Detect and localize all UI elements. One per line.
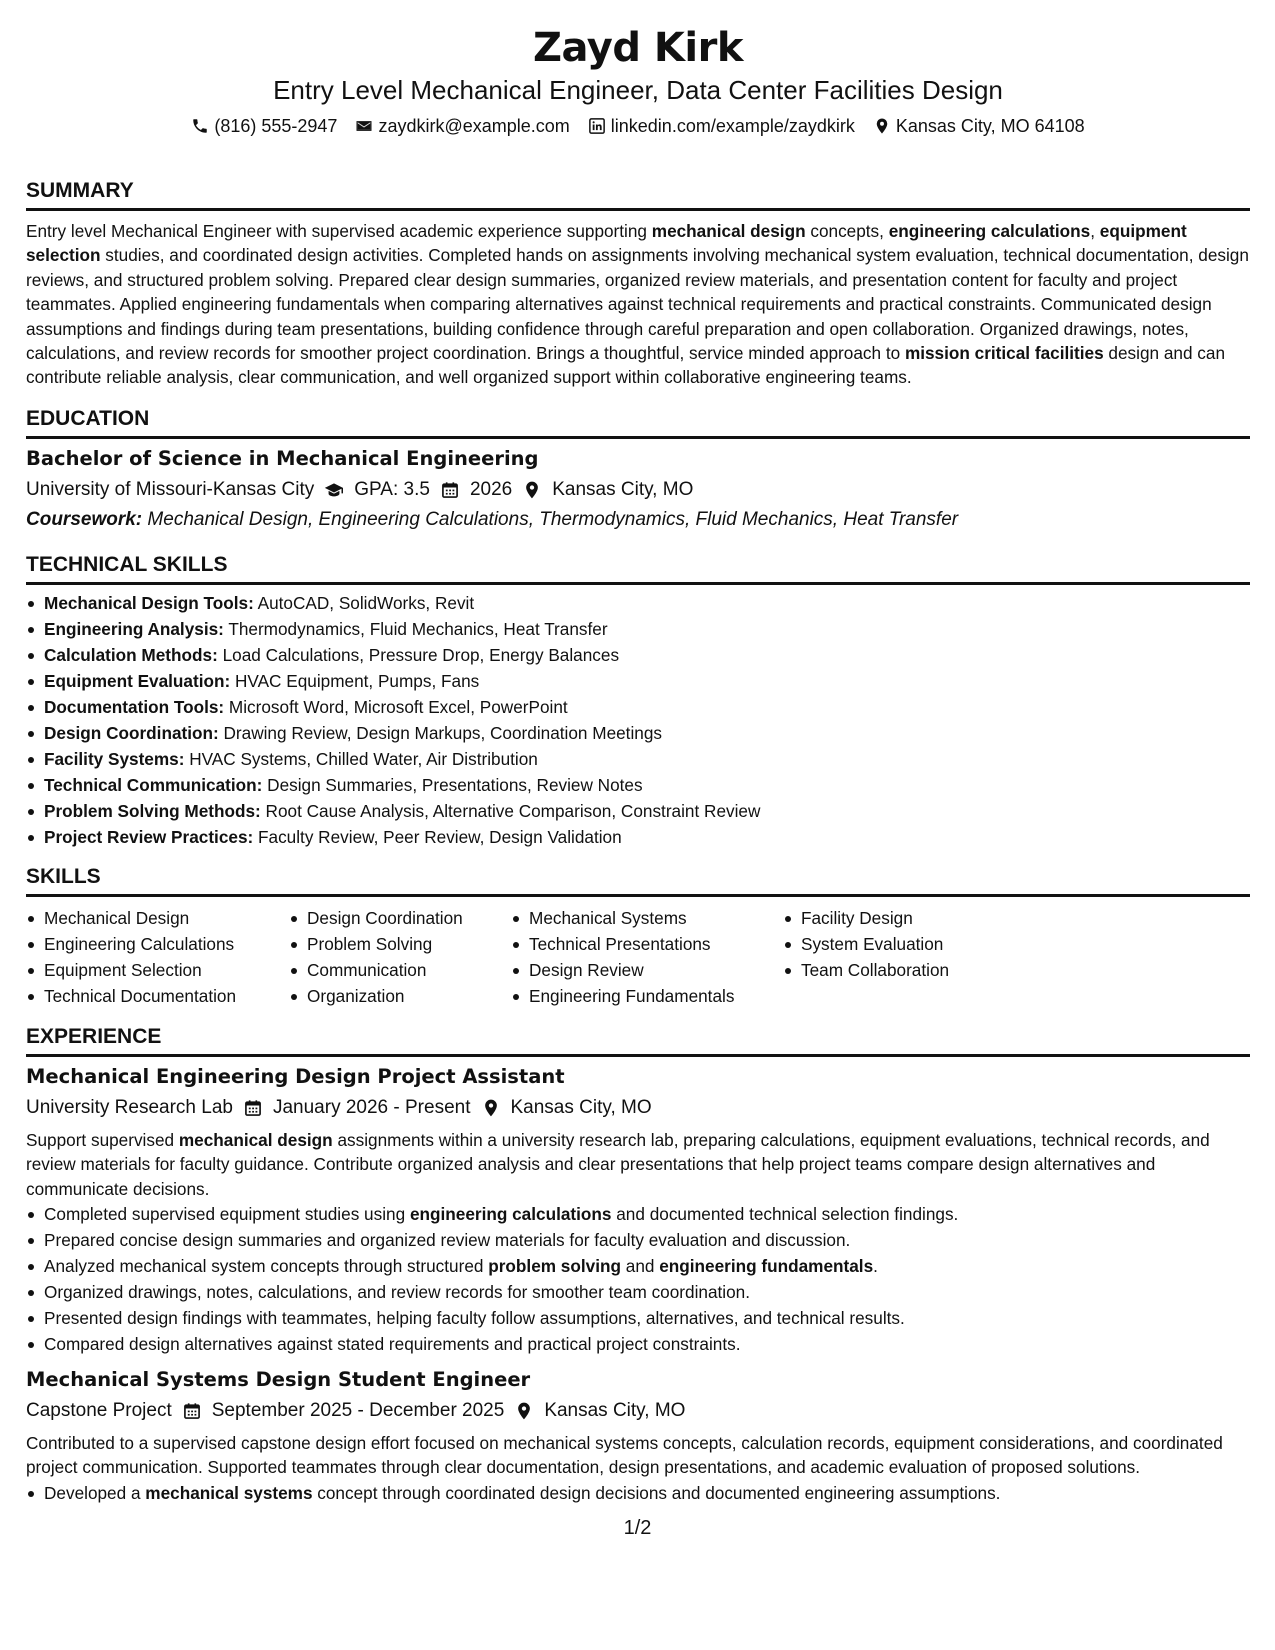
technical-skill-label: Facility Systems: (44, 748, 185, 769)
candidate-role: Entry Level Mechanical Engineer, Data Center Facilities Design (273, 75, 1003, 105)
bold-phrase: mechanical design (651, 221, 806, 241)
job-title: Mechanical Engineering Design Project Assistant (26, 1064, 565, 1088)
skills-heading: SKILLS (26, 864, 1250, 897)
phone-icon (191, 117, 209, 135)
technical-skill-value: AutoCAD, SolidWorks, Revit (253, 592, 475, 613)
technical-skill-value: Load Calculations, Pressure Drop, Energy Balances (217, 644, 620, 665)
job-organization: University Research Lab (26, 1096, 233, 1118)
technical-skill-label: Problem Solving Methods: (44, 800, 261, 821)
calendar-icon (243, 1098, 263, 1118)
bullet-item (44, 1201, 1250, 1227)
skill-item: Design Review (529, 957, 783, 983)
bold-phrase: engineering calculations (888, 221, 1091, 241)
bold-phrase: problem solving (488, 1256, 621, 1277)
page-number: 1/2 (623, 1517, 652, 1539)
text-run: Prepared concise design summaries and organized review materials for faculty evaluation and discussion. (44, 1230, 851, 1251)
resume-header (26, 24, 1250, 138)
bold-phrase: mission critical facilities (904, 343, 1104, 364)
technical-skill-item (44, 824, 1250, 850)
skill-item: Design Coordination (307, 905, 511, 931)
technical-skill-label: Documentation Tools: (44, 696, 225, 717)
bold-phrase: equipment selection (26, 221, 1187, 266)
technical-skill-label: Design Coordination: (44, 722, 219, 743)
calendar-icon (440, 480, 460, 500)
job-bullets (26, 1480, 1250, 1506)
job-meta (26, 1094, 1250, 1122)
technical-skill-label: Engineering Analysis: (44, 618, 224, 639)
text-run: Completed supervised equipment studies using (44, 1204, 410, 1225)
envelope-icon (355, 117, 373, 135)
job-bullets (26, 1201, 1250, 1357)
skills-section (26, 864, 1250, 1009)
technical-skill-label: Mechanical Design Tools: (44, 592, 254, 613)
skill-item: Team Collaboration (801, 957, 1001, 983)
location-pin-icon (522, 480, 542, 500)
job-entry (26, 1367, 1250, 1506)
job-dates: January 2026 - Present (272, 1096, 471, 1118)
calendar-icon (182, 1401, 202, 1421)
technical-skill-value: Thermodynamics, Fluid Mechanics, Heat Transfer (223, 618, 608, 639)
location-pin-icon (514, 1401, 534, 1421)
text-run: Developed a (44, 1482, 146, 1503)
skill-item: Mechanical Design (44, 905, 289, 931)
job-title: Mechanical Systems Design Student Engineer (26, 1368, 531, 1392)
job-summary (26, 1431, 1250, 1480)
text-run: assignments within a university research lab, preparing calculations, equipment evaluations, technical records, and review materials for faculty guidance. Contribute organized analysis and clear presentations that help project teams compare design alternatives and communicate decisions. (26, 1129, 1210, 1199)
bold-phrase: engineering calculations (409, 1204, 612, 1225)
technical-skill-item (44, 590, 1250, 616)
technical-skill-value: Root Cause Analysis, Alternative Comparison, Constraint Review (260, 800, 761, 821)
technical-skill-item (44, 720, 1250, 746)
bold-phrase: mechanical design (178, 1129, 333, 1150)
skill-item: Facility Design (801, 905, 1001, 931)
technical-skill-label: Equipment Evaluation: (44, 670, 231, 691)
skill-item: Engineering Fundamentals (529, 983, 783, 1009)
text-run: Compared design alternatives against stated requirements and practical project constraints. (44, 1334, 741, 1355)
text-run: and (620, 1256, 660, 1277)
technical-skill-item (44, 798, 1250, 824)
resume-page (26, 0, 1250, 1506)
text-run: Analyzed mechanical system concepts through structured (44, 1256, 489, 1277)
skill-item: Technical Documentation (44, 983, 289, 1009)
email-text: zaydkirk@example.com (378, 116, 570, 136)
bullet-item (44, 1253, 1250, 1279)
skill-item: Technical Presentations (529, 931, 783, 957)
technical-skill-value: Design Summaries, Presentations, Review Notes (262, 774, 643, 795)
contact-bar (26, 114, 1250, 138)
skill-item: Mechanical Systems (529, 905, 783, 931)
job-organization: Capstone Project (26, 1400, 172, 1422)
text-run: Presented design findings with teammates, helping faculty follow assumptions, alternatives, and technical results. (44, 1308, 905, 1329)
text-run: Support supervised (26, 1129, 179, 1150)
technical-skill-value: Microsoft Word, Microsoft Excel, PowerPoint (224, 696, 568, 717)
linkedin-icon (588, 117, 606, 135)
job-entry (26, 1064, 1250, 1357)
technical-skills-heading: TECHNICAL SKILLS (26, 552, 1250, 585)
text-run: , (1090, 221, 1100, 241)
job-location: Kansas City, MO (510, 1096, 652, 1118)
coursework-label: Coursework: (26, 508, 143, 530)
skill-item: Organization (307, 983, 511, 1009)
summary-heading: SUMMARY (26, 178, 1250, 211)
skills-column (26, 905, 289, 1009)
contact-email[interactable] (355, 114, 569, 138)
technical-skill-item (44, 616, 1250, 642)
text-run: and documented technical selection findings. (611, 1204, 959, 1225)
skill-item: System Evaluation (801, 931, 1001, 957)
phone-text: (816) 555-2947 (214, 116, 338, 136)
technical-skill-item (44, 668, 1250, 694)
school-name: University of Missouri-Kansas City (26, 478, 315, 500)
text-run: Entry level Mechanical Engineer with supervised academic experience supporting (26, 221, 652, 241)
technical-skill-value: Faculty Review, Peer Review, Design Validation (253, 826, 622, 847)
skill-item: Equipment Selection (44, 957, 289, 983)
school-location: Kansas City, MO (552, 478, 694, 500)
text-run: concepts, (805, 221, 889, 241)
skill-item: Engineering Calculations (44, 931, 289, 957)
bullet-item (44, 1305, 1250, 1331)
text-run: design and can contribute reliable analysis, clear communication, and well organized support within collaborative engineering teams. (26, 343, 1226, 388)
graduation-year: 2026 (469, 478, 513, 500)
technical-skill-value: Drawing Review, Design Markups, Coordination Meetings (218, 722, 662, 743)
skill-item: Problem Solving (307, 931, 511, 957)
text-run: concept through coordinated design decisions and documented engineering assumptions. (312, 1482, 1001, 1503)
contact-phone[interactable] (191, 114, 337, 138)
summary-section (26, 178, 1250, 390)
skill-item: Communication (307, 957, 511, 983)
technical-skill-item (44, 642, 1250, 668)
location-pin-icon (481, 1098, 501, 1118)
technical-skill-label: Project Review Practices: (44, 826, 254, 847)
technical-skill-item (44, 772, 1250, 798)
degree-title: Bachelor of Science in Mechanical Engineering (26, 446, 539, 470)
experience-heading: EXPERIENCE (26, 1024, 1250, 1057)
text-run: . (873, 1256, 878, 1277)
bold-phrase: mechanical systems (145, 1482, 313, 1503)
job-meta (26, 1397, 1250, 1425)
education-meta (26, 476, 1250, 504)
contact-location (873, 114, 1085, 138)
text-run: Organized drawings, notes, calculations, and review records for smoother team coordination. (44, 1282, 750, 1303)
skills-grid (26, 905, 1250, 1009)
technical-skill-value: HVAC Systems, Chilled Water, Air Distribution (184, 748, 538, 769)
graduation-cap-icon (324, 480, 344, 500)
bullet-item (44, 1480, 1250, 1506)
bullet-item (44, 1279, 1250, 1305)
coursework-line (26, 506, 1250, 534)
job-summary (26, 1128, 1250, 1201)
technical-skill-label: Technical Communication: (44, 774, 263, 795)
bullet-item (44, 1331, 1250, 1357)
technical-skill-item (44, 694, 1250, 720)
location-pin-icon (873, 117, 891, 135)
job-location: Kansas City, MO (544, 1400, 686, 1422)
text-run: studies, and coordinated design activities. Completed hands on assignments involving mechanical system evaluation, technical documentation, design reviews, and structured problem solving. Prepared clear design summaries, organized review materials, and presentation content for faculty and project teammates. Applied engineering fundamentals when comparing alternatives against technical requirements and practical constraints. Communicated design assumptions and findings during team presentations, building confidence through careful preparation and open collaboration. Organized drawings, notes, calculations, and review records for smoother project coordination. Brings a thoughtful, service minded approach to (26, 245, 1249, 364)
technical-skills-section (26, 552, 1250, 850)
skills-column (511, 905, 783, 1009)
job-dates: September 2025 - December 2025 (211, 1400, 505, 1422)
linkedin-text: linkedin.com/example/zaydkirk (610, 116, 855, 136)
gpa-text: GPA: 3.5 (354, 478, 430, 500)
skills-column (289, 905, 511, 1009)
bold-phrase: engineering fundamentals (659, 1256, 874, 1277)
technical-skill-item (44, 746, 1250, 772)
bullet-item (44, 1227, 1250, 1253)
coursework-list: Mechanical Design, Engineering Calculations, Thermodynamics, Fluid Mechanics, Heat Transfer (147, 508, 959, 530)
candidate-name: Zayd Kirk (533, 25, 743, 71)
location-text: Kansas City, MO 64108 (895, 116, 1085, 136)
experience-section (26, 1024, 1250, 1506)
technical-skills-list (26, 590, 1250, 850)
technical-skill-value: HVAC Equipment, Pumps, Fans (230, 670, 480, 691)
technical-skill-label: Calculation Methods: (44, 644, 218, 665)
contact-linkedin[interactable] (588, 114, 855, 138)
education-section (26, 406, 1250, 534)
summary-text (26, 219, 1250, 390)
education-heading: EDUCATION (26, 406, 1250, 439)
skills-column (783, 905, 1001, 1009)
text-run: Contributed to a supervised capstone design effort focused on mechanical systems concepts, calculation records, equipment considerations, and coordinated project communication. Supported teammates through clear documentation, design presentations, and academic evaluation of proposed solutions. (26, 1433, 1223, 1478)
